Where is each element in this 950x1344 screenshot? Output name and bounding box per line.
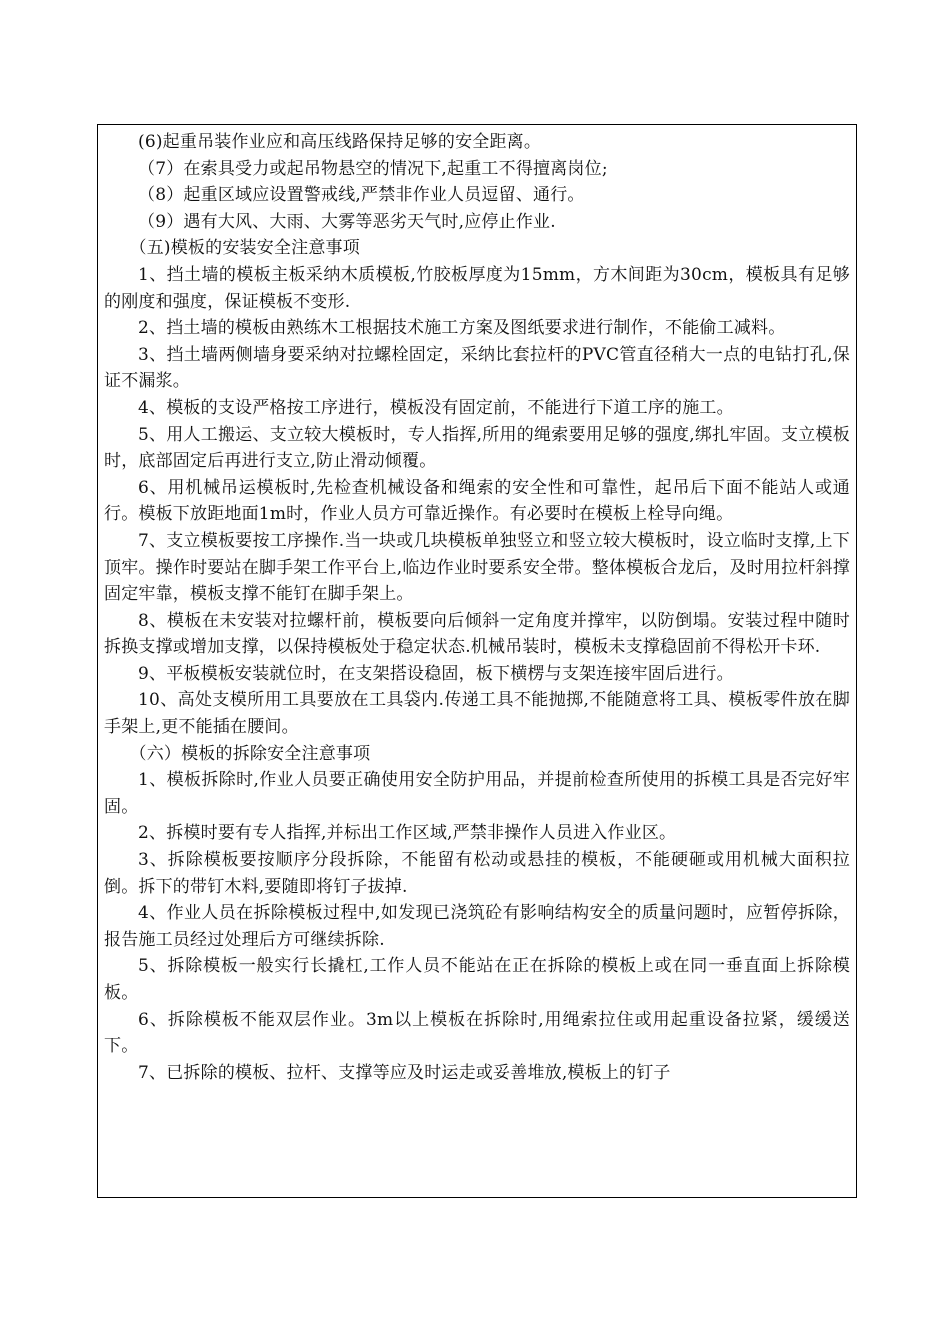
paragraph-bad-weather: （9）遇有大风、大雨、大雾等恶劣天气时,应停止作业. — [138, 211, 556, 232]
paragraph-install-5: 5、用人工搬运、支立较大模板时，专人指挥,所用的绳索要用足够的强度,绑扎牢固。支立模板时，底部固定后再进行支立,防止滑动倾覆。 — [104, 424, 850, 472]
paragraph-install-9: 9、平板模板安装就位时，在支架搭设稳固，板下横楞与支架连接牢固后进行。 — [138, 663, 734, 684]
paragraph-install-1: 1、挡土墙的模板主板采纳木质模板,竹胶板厚度为15mm，方木间距为30cm，模板具有足够的刚度和强度，保证模板不变形. — [104, 264, 850, 312]
paragraph-removal-5: 5、拆除模板一般实行长撬杠,工作人员不能站在正在拆除的模板上或在同一垂直面上拆除模板。 — [104, 956, 850, 1003]
paragraph-removal-6: 6、拆除模板不能双层作业。3m以上模板在拆除时,用绳索拉住或用起重设备拉紧，缓缓送下。 — [104, 1009, 850, 1057]
paragraph-install-8: 8、模板在未安装对拉螺杆前，模板要向后倾斜一定角度并撑牢，以防倒塌。安装过程中随时拆换支撑或增加支撑，以保持模板处于稳定状态.机械吊装时，模板未支撑稳固前不得松开卡环. — [104, 610, 850, 658]
paragraph-install-4: 4、模板的支设严格按工序进行，模板没有固定前，不能进行下道工序的施工。 — [138, 397, 734, 418]
paragraph-no-leave-post: （7）在索具受力或起吊物悬空的情况下,起重工不得擅离岗位; — [138, 158, 608, 179]
document-body — [104, 129, 850, 1086]
paragraph-install-2: 2、挡土墙的模板由熟练木工根据技术施工方案及图纸要求进行制作，不能偷工减料。 — [138, 318, 786, 339]
paragraph-install-10: 10、高处支模所用工具要放在工具袋内.传递工具不能抛掷,不能随意将工具、模板零件放在脚手架上,更不能插在腰间。 — [104, 690, 850, 738]
paragraph-removal-2: 2、拆模时要有专人指挥,并标出工作区域,严禁非操作人员进入作业区。 — [138, 823, 677, 844]
paragraph-install-3: 3、挡土墙两侧墙身要采纳对拉螺栓固定，采纳比套拉杆的PVC管直径稍大一点的电钻打孔,保证不漏浆。 — [104, 344, 850, 392]
paragraph-removal-7: 7、已拆除的模板、拉杆、支撑等应及时运走或妥善堆放,模板上的钉子 — [138, 1062, 671, 1083]
paragraph-warning-line: （8）起重区域应设置警戒线,严禁非作业人员逗留、通行。 — [138, 185, 585, 206]
paragraph-removal-3: 3、拆除模板要按顺序分段拆除，不能留有松动或悬挂的模板，不能硬砸或用机械大面积拉倒。拆下的带钉木料,要随即将钉子拔掉. — [104, 850, 850, 897]
paragraph-removal-4: 4、作业人员在拆除模板过程中,如发现已浇筑砼有影响结构安全的质量问题时，应暂停拆除，报告施工员经过处理后方可继续拆除. — [104, 903, 850, 950]
paragraph-lifting-distance: (6)起重吊装作业应和高压线路保持足够的安全距离。 — [138, 132, 542, 152]
paragraph-install-6: 6、用机械吊运模板时,先检查机械设备和绳索的安全性和可靠性，起吊后下面不能站人或通行。模板下放距地面1m时，作业人员方可靠近操作。有必要时在模板上栓导向绳。 — [104, 477, 850, 525]
paragraph-removal-1: 1、模板拆除时,作业人员要正确使用安全防护用品，并提前检查所使用的拆模工具是否完好牢固。 — [104, 770, 850, 817]
section-heading-formwork-removal: （六）模板的拆除安全注意事项 — [129, 743, 371, 764]
paragraph-install-7: 7、支立模板要按工序操作.当一块或几块模板单独竖立和竖立较大模板时，设立临时支撑,上下顶牢。操作时要站在脚手架工作平台上,临边作业时要系安全带。整体模板合龙后，及时用拉杆斜撑固定牢靠，模板支撑不能钉在脚手架上。 — [104, 530, 850, 605]
section-heading-formwork-install: （五)模板的安装安全注意事项 — [129, 238, 360, 259]
document-table-cell — [97, 124, 857, 1198]
